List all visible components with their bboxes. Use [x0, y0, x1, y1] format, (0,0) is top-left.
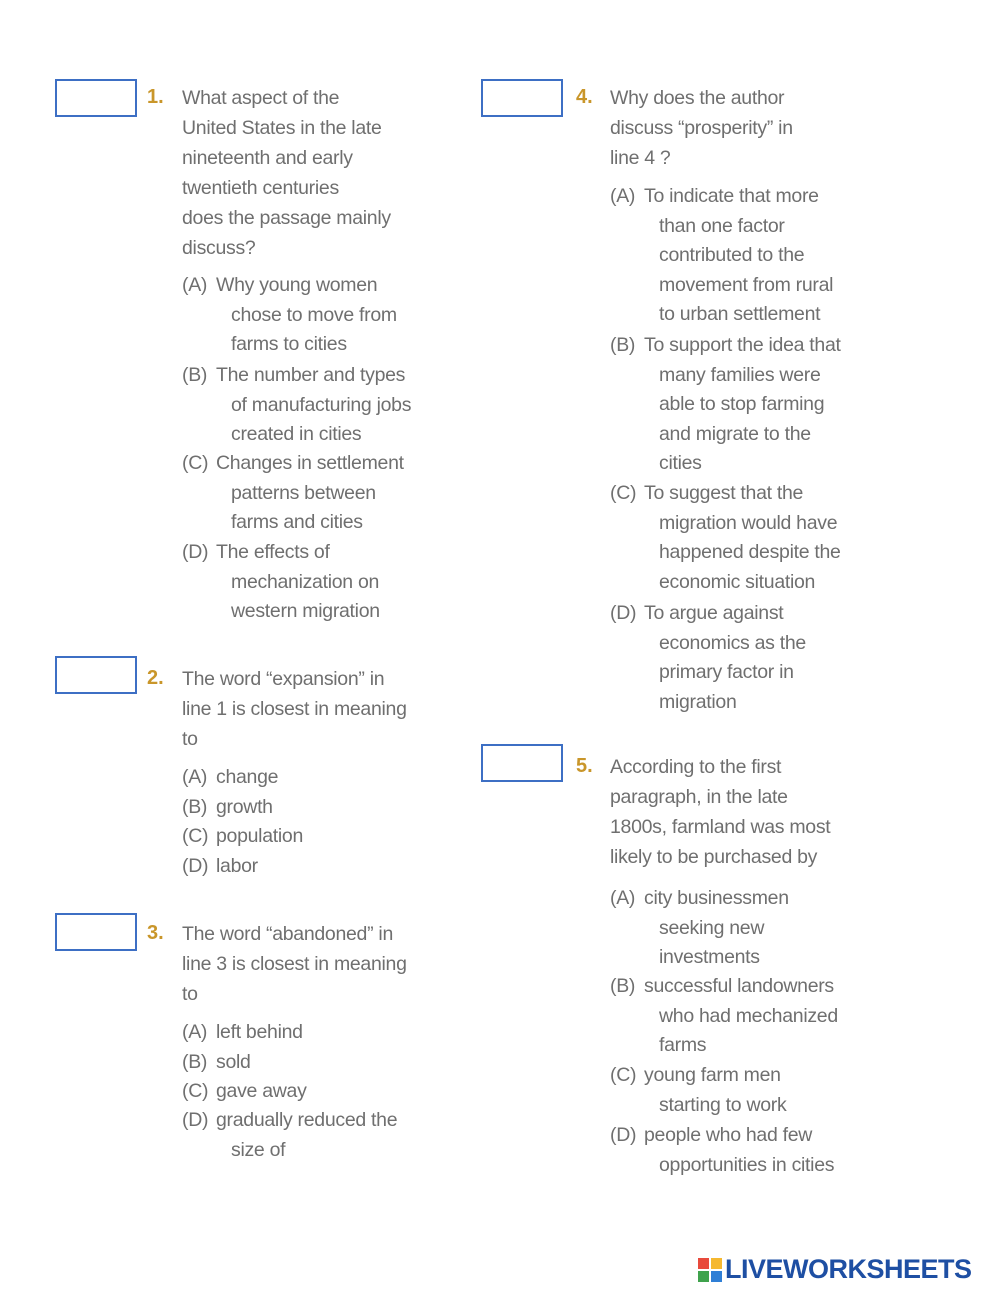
- question-number-4: 4.: [576, 86, 593, 108]
- logo-mark-square: [711, 1258, 722, 1269]
- option-3b: (B) sold: [182, 1051, 251, 1073]
- option-2c: (C) population: [182, 825, 303, 847]
- question-number-3: 3.: [147, 922, 164, 944]
- option-2a: (A) change: [182, 766, 279, 788]
- question-text-1: What aspect of the United States in the late nineteenth and early twentieth centuries does the passage mainly discuss?: [182, 87, 391, 259]
- option-1d: (D) The effects of mechanization on western migration: [182, 541, 380, 622]
- answer-box-4[interactable]: [481, 79, 563, 117]
- option-4c: (C) To suggest that the migration would have happened despite the economic situation: [610, 482, 841, 593]
- option-2d: (D) labor: [182, 855, 258, 877]
- option-5d: (D) people who had few opportunities in cities: [610, 1124, 835, 1176]
- option-1b: (B) The number and types of manufacturing jobs created in cities: [182, 364, 412, 445]
- question-number-2: 2.: [147, 667, 164, 689]
- option-3a: (A) left behind: [182, 1021, 303, 1043]
- option-5b: (B) successful landowners who had mechanized farms: [610, 975, 838, 1056]
- option-2b: (B) growth: [182, 796, 273, 818]
- option-1a: (A) Why young women chose to move from farms to cities: [182, 274, 397, 355]
- logo-mark-square: [698, 1258, 709, 1269]
- option-4d: (D) To argue against economics as the primary factor in migration: [610, 602, 806, 713]
- liveworksheets-logo: [698, 1254, 972, 1285]
- question-number-1: 1.: [147, 86, 164, 108]
- question-text-3: The word “abandoned” in line 3 is closest in meaning to: [182, 923, 407, 1005]
- answer-box-1[interactable]: [55, 79, 137, 117]
- question-text-4: Why does the author discuss “prosperity” in line 4 ?: [610, 87, 793, 169]
- option-1c: (C) Changes in settlement patterns between farms and cities: [182, 452, 404, 533]
- logo-mark-square: [698, 1271, 709, 1282]
- option-5a: (A) city businessmen seeking new investments: [610, 887, 789, 968]
- option-4b: (B) To support the idea that many families were able to stop farming and migrate to the cities: [610, 334, 841, 474]
- option-3c: (C) gave away: [182, 1080, 307, 1102]
- logo-mark-square: [711, 1271, 722, 1282]
- option-4a: (A) To indicate that more than one factor contributed to the movement from rural to urban settlement: [610, 185, 834, 325]
- liveworksheets-logo-icon: [698, 1258, 722, 1282]
- answer-box-5[interactable]: [481, 744, 563, 782]
- answer-box-3[interactable]: [55, 913, 137, 951]
- option-5c: (C) young farm men starting to work: [610, 1064, 787, 1116]
- answer-box-2[interactable]: [55, 656, 137, 694]
- question-text-5: According to the first paragraph, in the late 1800s, farmland was most likely to be purchased by: [610, 756, 831, 868]
- question-number-5: 5.: [576, 755, 593, 777]
- logo-text: LIVEWORKSHEETS: [725, 1254, 972, 1284]
- option-3d: (D) gradually reduced the size of: [182, 1109, 398, 1161]
- question-text-2: The word “expansion” in line 1 is closest in meaning to: [182, 668, 407, 750]
